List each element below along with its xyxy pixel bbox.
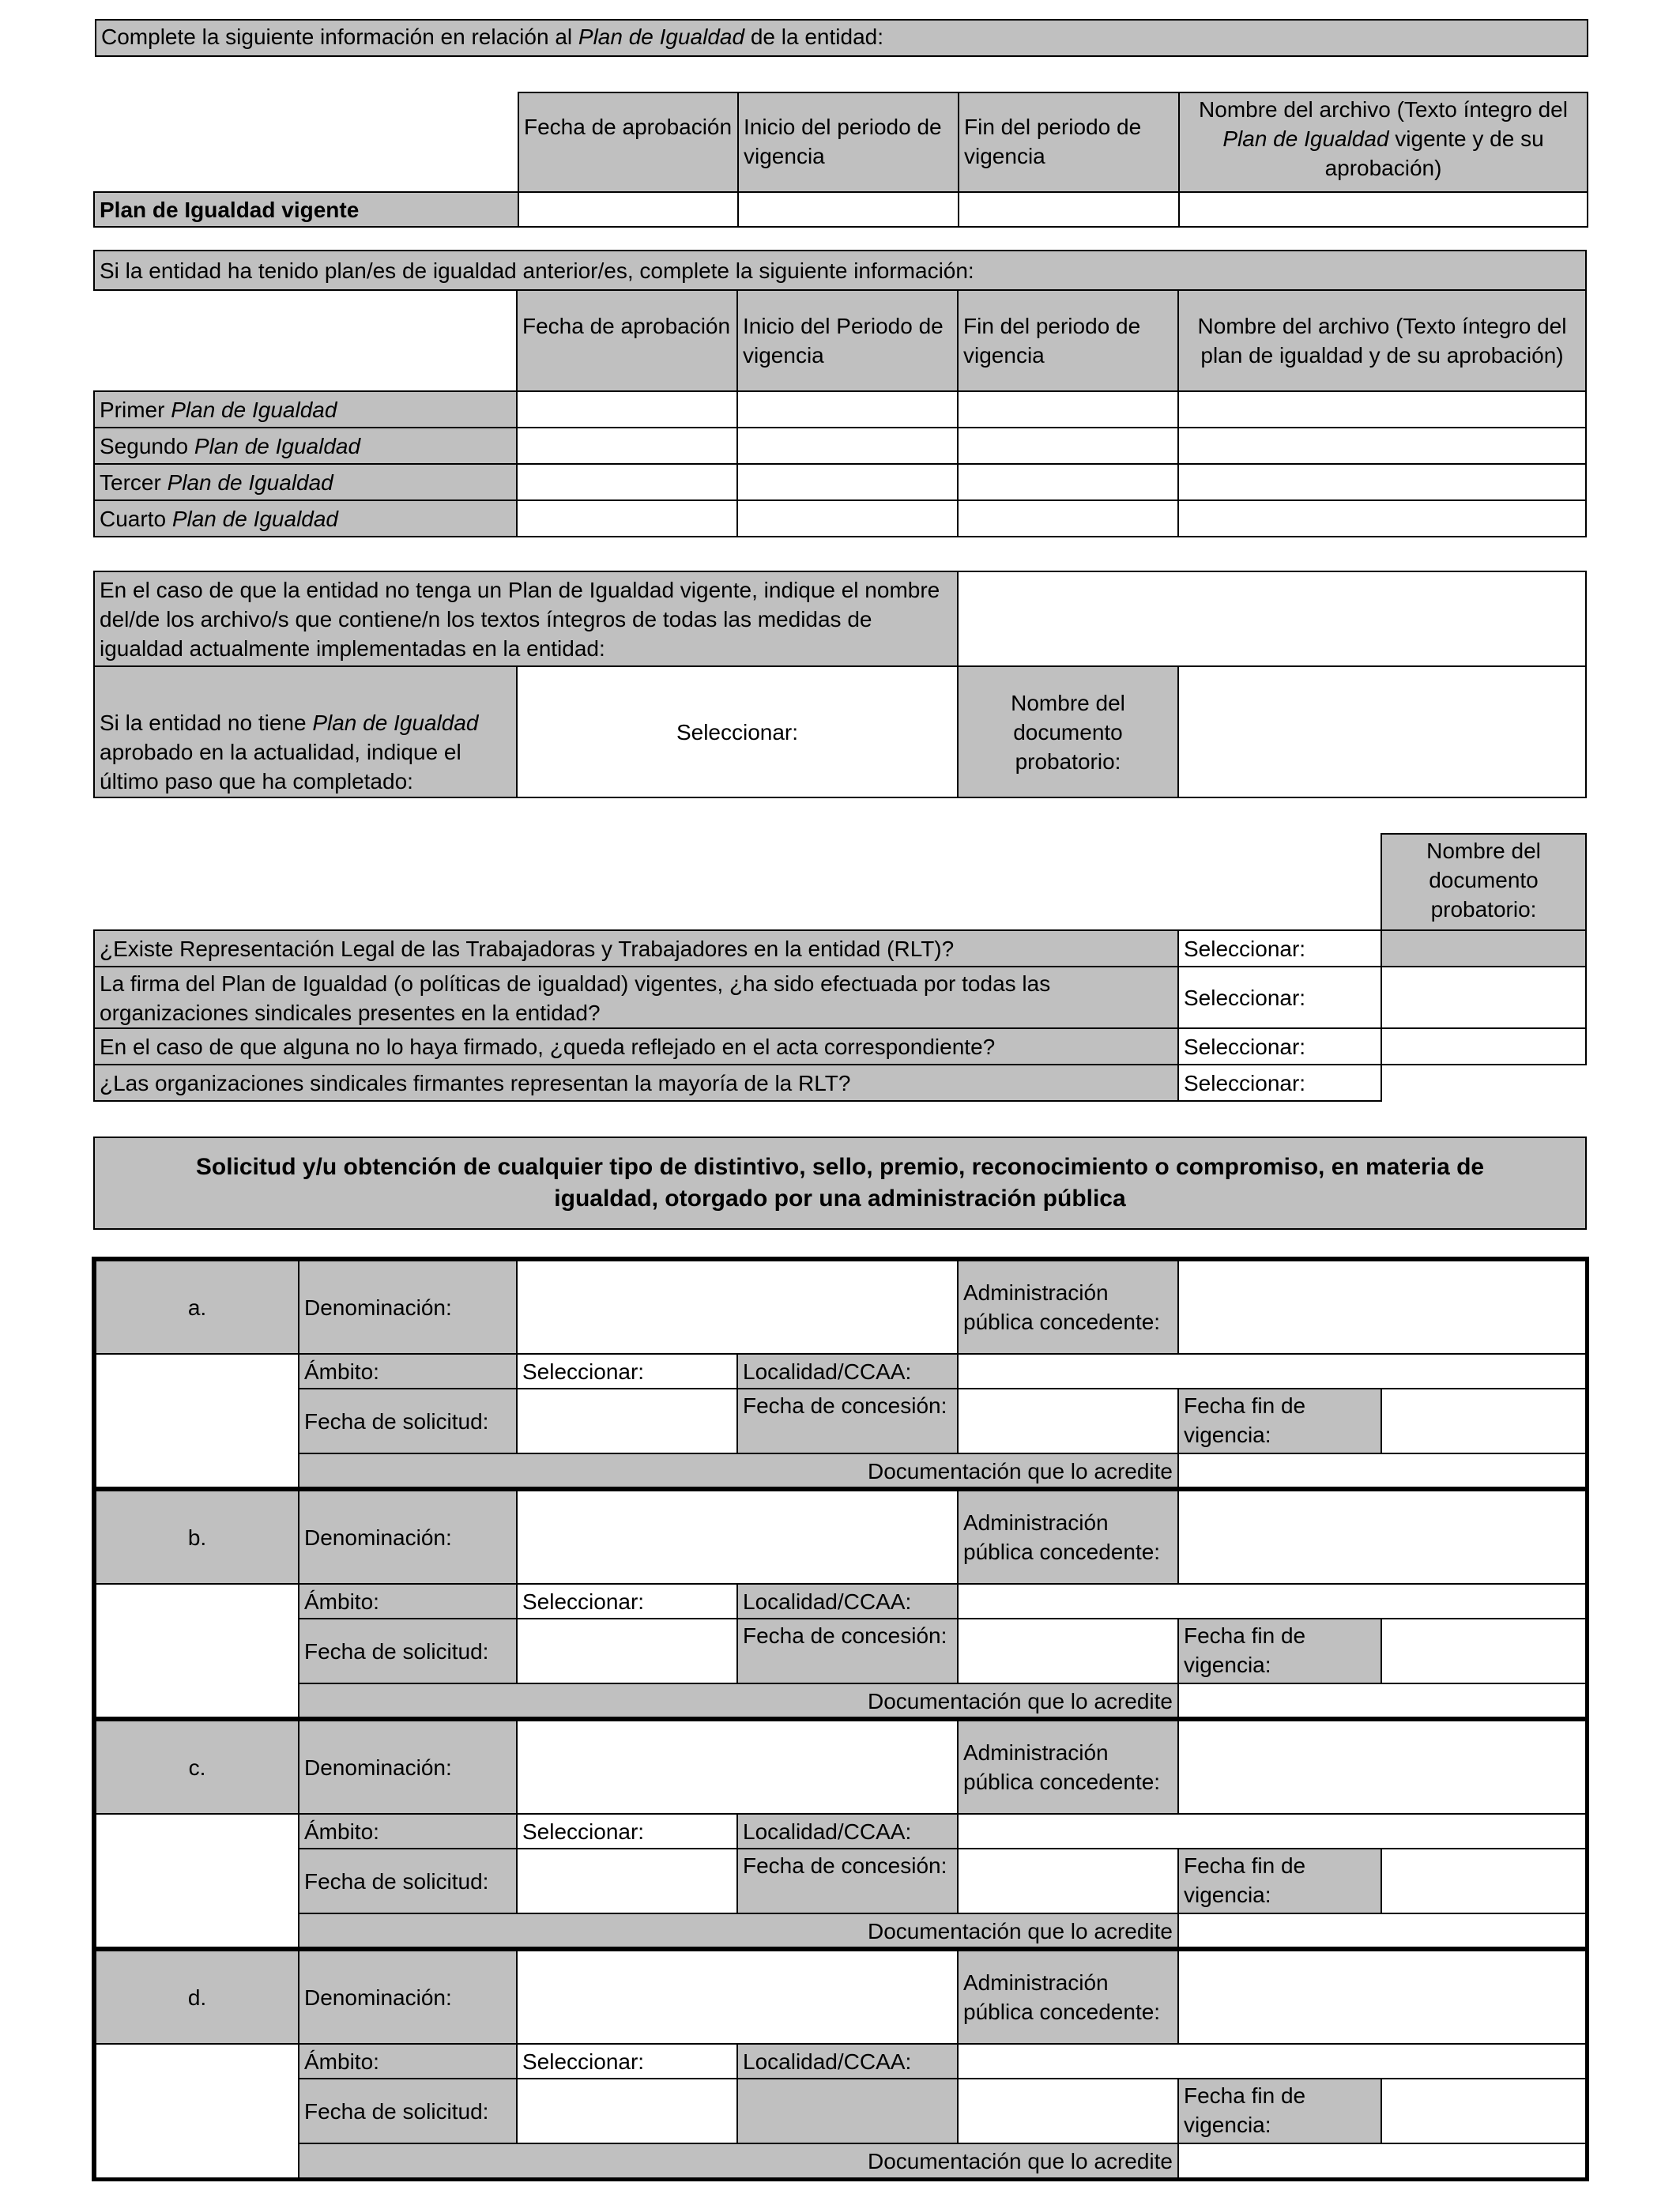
previous-plan-ordinal: Primer bbox=[100, 397, 165, 422]
administracion-input[interactable] bbox=[1177, 1950, 1587, 2045]
ambito-label: Ámbito: bbox=[298, 2043, 518, 2079]
fecha-fin-input[interactable] bbox=[1381, 1388, 1587, 1454]
fecha-concesion-label: Fecha de concesión: bbox=[736, 1618, 959, 1684]
fecha-solicitud-input[interactable] bbox=[516, 1388, 738, 1454]
documentacion-input[interactable] bbox=[1177, 1683, 1587, 1719]
rlt-doc-cell-3[interactable] bbox=[1381, 1027, 1587, 1065]
previous-plan-ordinal: Tercer bbox=[100, 469, 161, 495]
previous-plan-italic: Plan de Igualdad bbox=[171, 397, 337, 422]
current-end-header: Fin del periodo de vigencia bbox=[958, 92, 1180, 193]
denominacion-label: Denominación: bbox=[298, 1950, 518, 2045]
previous-plan-italic: Plan de Igualdad bbox=[194, 433, 361, 458]
current-start-header: Inicio del periodo de vigencia bbox=[737, 92, 959, 193]
entry-letter: c. bbox=[95, 1720, 299, 1815]
entry-blank bbox=[95, 1583, 299, 1720]
current-approval-date-header: Fecha de aprobación bbox=[518, 92, 739, 193]
fecha-solicitud-label: Fecha de solicitud: bbox=[298, 1848, 518, 1914]
last-step-post: aprobado en la actualidad, indique el último paso que ha completado: bbox=[100, 740, 461, 794]
rlt-answer-2[interactable]: Seleccionar: bbox=[1177, 966, 1382, 1029]
previous-file-header: Nombre del archivo (Texto íntegro del plan de igualdad y de su aprobación) bbox=[1177, 289, 1587, 392]
previous-approval-date-input[interactable] bbox=[516, 499, 738, 537]
entry-letter: a. bbox=[95, 1260, 299, 1355]
fecha-solicitud-label: Fecha de solicitud: bbox=[298, 1618, 518, 1684]
documentacion-label: Documentación que lo acredite bbox=[298, 1913, 1179, 1949]
previous-end-header: Fin del periodo de vigencia bbox=[957, 289, 1179, 392]
intro-text-pre: Complete la siguiente información en relación al bbox=[101, 25, 578, 49]
previous-plan-row-label bbox=[93, 427, 518, 465]
entry-letter: d. bbox=[95, 1950, 299, 2045]
fecha-fin-label: Fecha fin de vigencia: bbox=[1177, 1618, 1382, 1684]
fecha-solicitud-input[interactable] bbox=[516, 1848, 738, 1914]
rlt-question-4: ¿Las organizaciones sindicales firmantes representan la mayoría de la RLT? bbox=[93, 1064, 1179, 1102]
last-step-question bbox=[93, 665, 518, 798]
documentacion-label: Documentación que lo acredite bbox=[298, 1453, 1179, 1489]
ambito-label: Ámbito: bbox=[298, 1353, 518, 1389]
denominacion-input[interactable] bbox=[516, 1720, 959, 1815]
current-file-input[interactable] bbox=[1178, 191, 1588, 228]
fecha-concesion-label: Fecha de concesión: bbox=[736, 1388, 959, 1454]
ambito-select[interactable]: Seleccionar: bbox=[516, 1353, 738, 1389]
current-file-header-italic: Plan de Igualdad bbox=[1222, 126, 1389, 151]
current-start-input[interactable] bbox=[737, 191, 959, 228]
documentacion-input[interactable] bbox=[1177, 2143, 1587, 2179]
denominacion-input[interactable] bbox=[516, 1490, 959, 1585]
measures-question: En el caso de que la entidad no tenga un Plan de Igualdad vigente, indique el nombre del/de los archivo/s que contiene/n los textos íntegros de todas las medidas de igualdad actualmente implementadas en la entidad: bbox=[93, 571, 959, 667]
current-plan-row-label: Plan de Igualdad vigente bbox=[93, 191, 519, 228]
previous-end-input[interactable] bbox=[957, 427, 1179, 465]
fecha-fin-input[interactable] bbox=[1381, 1848, 1587, 1914]
documentacion-input[interactable] bbox=[1177, 1453, 1587, 1489]
localidad-label: Localidad/CCAA: bbox=[736, 2043, 959, 2079]
fecha-concesion-input[interactable] bbox=[957, 1848, 1179, 1914]
current-file-header bbox=[1178, 92, 1588, 193]
fecha-solicitud-label: Fecha de solicitud: bbox=[298, 1388, 518, 1454]
previous-plan-ordinal: Cuarto bbox=[100, 506, 167, 531]
previous-file-input[interactable] bbox=[1177, 390, 1587, 428]
previous-start-input[interactable] bbox=[736, 427, 959, 465]
distinctions-title: Solicitud y/u obtención de cualquier tipo de distintivo, sello, premio, reconocimiento o compromiso, en materia de igualdad, otorgado por una administración pública bbox=[93, 1137, 1587, 1230]
last-step-pre: Si la entidad no tiene bbox=[100, 711, 313, 735]
fecha-fin-input[interactable] bbox=[1381, 1618, 1587, 1684]
last-step-select[interactable] bbox=[516, 665, 959, 798]
localidad-input[interactable] bbox=[957, 1353, 1587, 1389]
administracion-label: Administración pública concedente: bbox=[957, 1490, 1179, 1585]
previous-end-input[interactable] bbox=[957, 390, 1179, 428]
previous-file-input[interactable] bbox=[1177, 427, 1587, 465]
rlt-doc-header: Nombre del documento probatorio: bbox=[1381, 833, 1587, 931]
localidad-input[interactable] bbox=[957, 2043, 1587, 2079]
previous-approval-date-input[interactable] bbox=[516, 427, 738, 465]
ambito-select[interactable]: Seleccionar: bbox=[516, 2043, 738, 2079]
intro-banner bbox=[95, 19, 1588, 57]
fecha-fin-label: Fecha fin de vigencia: bbox=[1177, 2078, 1382, 2144]
localidad-label: Localidad/CCAA: bbox=[736, 1583, 959, 1619]
previous-start-input[interactable] bbox=[736, 499, 959, 537]
localidad-input[interactable] bbox=[957, 1583, 1587, 1619]
entry-letter: b. bbox=[95, 1490, 299, 1585]
previous-plan-ordinal: Segundo bbox=[100, 433, 189, 458]
last-step-doc-input[interactable] bbox=[1177, 665, 1587, 798]
fecha-concesion-cell bbox=[736, 2078, 959, 2144]
entry-blank bbox=[95, 2043, 299, 2180]
denominacion-label: Denominación: bbox=[298, 1720, 518, 1815]
fecha-solicitud-input[interactable] bbox=[516, 1618, 738, 1684]
fecha-concesion-label: Fecha de concesión: bbox=[736, 1848, 959, 1914]
fecha-fin-label: Fecha fin de vigencia: bbox=[1177, 1848, 1382, 1914]
rlt-doc-cell-2[interactable] bbox=[1381, 966, 1587, 1029]
ambito-select[interactable]: Seleccionar: bbox=[516, 1583, 738, 1619]
previous-file-input[interactable] bbox=[1177, 463, 1587, 501]
rlt-answer-4[interactable]: Seleccionar: bbox=[1177, 1064, 1382, 1102]
fecha-concesion-input[interactable] bbox=[957, 2078, 1179, 2144]
fecha-fin-input[interactable] bbox=[1381, 2078, 1587, 2144]
current-file-header-post: vigente y de su aprobación) bbox=[1324, 126, 1544, 180]
ambito-label: Ámbito: bbox=[298, 1813, 518, 1849]
previous-plan-row-label bbox=[93, 390, 518, 428]
fecha-concesion-input[interactable] bbox=[957, 1618, 1179, 1684]
administracion-input[interactable] bbox=[1177, 1490, 1587, 1585]
documentacion-input[interactable] bbox=[1177, 1913, 1587, 1949]
administracion-label: Administración pública concedente: bbox=[957, 1950, 1179, 2045]
previous-start-header: Inicio del Periodo de vigencia bbox=[736, 289, 959, 392]
localidad-input[interactable] bbox=[957, 1813, 1587, 1849]
previous-approval-date-input[interactable] bbox=[516, 463, 738, 501]
previous-plan-italic: Plan de Igualdad bbox=[167, 469, 333, 495]
previous-file-input[interactable] bbox=[1177, 499, 1587, 537]
fecha-fin-label: Fecha fin de vigencia: bbox=[1177, 1388, 1382, 1454]
ambito-select[interactable]: Seleccionar: bbox=[516, 1813, 738, 1849]
denominacion-label: Denominación: bbox=[298, 1490, 518, 1585]
documentacion-label: Documentación que lo acredite bbox=[298, 1683, 1179, 1719]
fecha-solicitud-label: Fecha de solicitud: bbox=[298, 2078, 518, 2144]
denominacion-input[interactable] bbox=[516, 1950, 959, 2045]
fecha-concesion-input[interactable] bbox=[957, 1388, 1179, 1454]
current-approval-date-input[interactable] bbox=[518, 191, 739, 228]
administracion-label: Administración pública concedente: bbox=[957, 1720, 1179, 1815]
rlt-answer-3[interactable]: Seleccionar: bbox=[1177, 1027, 1382, 1065]
last-step-italic: Plan de Igualdad bbox=[312, 711, 479, 735]
localidad-label: Localidad/CCAA: bbox=[736, 1813, 959, 1849]
rlt-question-2: La firma del Plan de Igualdad (o políticas de igualdad) vigentes, ¿ha sido efectuada por todas las organizaciones sindicales presentes en la entidad? bbox=[93, 966, 1179, 1029]
current-end-input[interactable] bbox=[958, 191, 1180, 228]
documentacion-label: Documentación que lo acredite bbox=[298, 2143, 1179, 2179]
denominacion-input[interactable] bbox=[516, 1260, 959, 1355]
current-file-header-pre: Nombre del archivo (Texto íntegro del bbox=[1199, 97, 1568, 122]
entry-blank bbox=[95, 1813, 299, 1950]
ambito-label: Ámbito: bbox=[298, 1583, 518, 1619]
rlt-question-3: En el caso de que alguna no lo haya firmado, ¿queda reflejado en el acta correspondiente? bbox=[93, 1027, 1179, 1065]
last-step-select-label: Seleccionar: bbox=[676, 719, 799, 745]
measures-file-input[interactable] bbox=[957, 571, 1587, 667]
rlt-answer-1[interactable]: Seleccionar: bbox=[1177, 929, 1382, 967]
fecha-solicitud-input[interactable] bbox=[516, 2078, 738, 2144]
intro-text-italic: Plan de Igualdad bbox=[578, 25, 745, 49]
denominacion-label: Denominación: bbox=[298, 1260, 518, 1355]
previous-end-input[interactable] bbox=[957, 499, 1179, 537]
previous-plan-row-label bbox=[93, 463, 518, 501]
last-step-doc-label: Nombre del documento probatorio: bbox=[957, 665, 1179, 798]
previous-approval-date-input[interactable] bbox=[516, 390, 738, 428]
previous-end-input[interactable] bbox=[957, 463, 1179, 501]
previous-start-input[interactable] bbox=[736, 463, 959, 501]
previous-plan-italic: Plan de Igualdad bbox=[171, 506, 339, 531]
administracion-input[interactable] bbox=[1177, 1260, 1587, 1355]
rlt-question-1: ¿Existe Representación Legal de las Trabajadoras y Trabajadores en la entidad (RLT)? bbox=[93, 929, 1179, 967]
previous-plans-intro: Si la entidad ha tenido plan/es de igualdad anterior/es, complete la siguiente información: bbox=[93, 250, 1587, 291]
localidad-label: Localidad/CCAA: bbox=[736, 1353, 959, 1389]
administracion-input[interactable] bbox=[1177, 1720, 1587, 1815]
previous-plan-row-label bbox=[93, 499, 518, 537]
previous-start-input[interactable] bbox=[736, 390, 959, 428]
rlt-doc-cell-1[interactable] bbox=[1381, 929, 1587, 967]
administracion-label: Administración pública concedente: bbox=[957, 1260, 1179, 1355]
entry-blank bbox=[95, 1353, 299, 1490]
intro-text-post: de la entidad: bbox=[744, 25, 883, 49]
previous-approval-date-header: Fecha de aprobación bbox=[516, 289, 738, 392]
